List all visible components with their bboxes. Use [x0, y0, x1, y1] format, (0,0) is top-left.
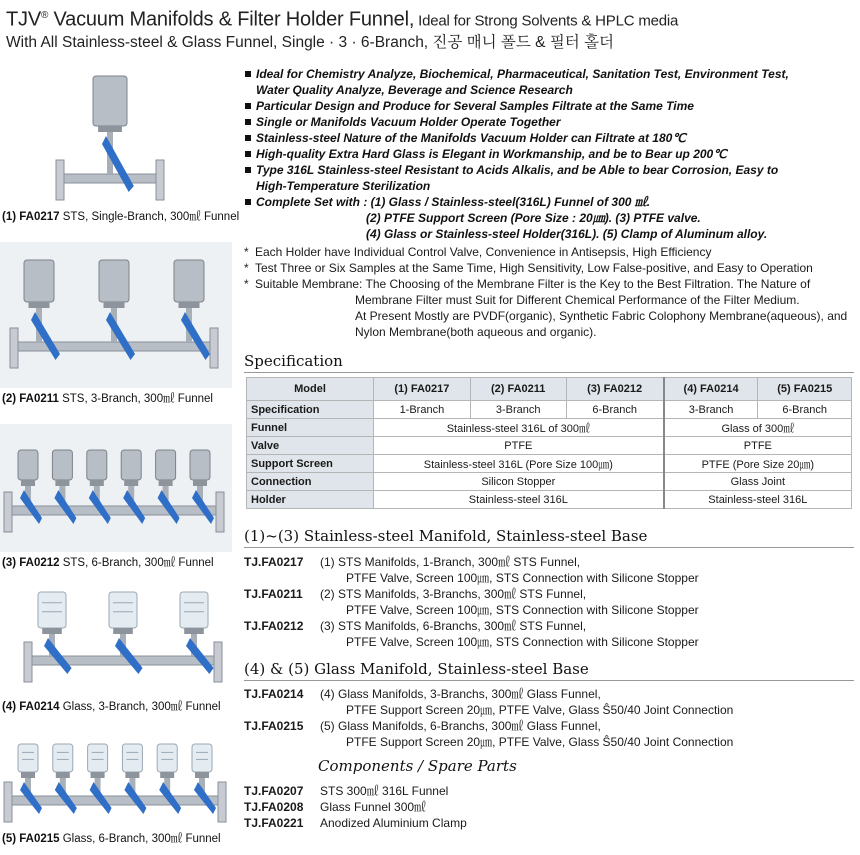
feature-list: [244, 66, 844, 242]
funnel-base: [159, 480, 173, 486]
divider: [244, 372, 854, 373]
table-row: [247, 473, 852, 491]
product-image-fa0212: [0, 424, 232, 552]
funnel-base: [179, 302, 200, 308]
note-item: * Test Three or Six Samples at the Same Time, High Sensitivity, Low False-positive, and Easy to Operation: [244, 260, 854, 276]
table-cell: PTFE: [664, 437, 852, 455]
funnel-base: [195, 772, 209, 778]
table-row: [247, 401, 852, 419]
valve-handle: [106, 312, 135, 360]
divider: [244, 680, 854, 681]
manifold-leg: [218, 782, 226, 822]
manifold-leg: [156, 160, 164, 200]
feature-item: High-quality Extra Hard Glass is Elegant in Workmanship, and be to Bear up 200℃: [244, 146, 844, 162]
funnel-base: [160, 772, 174, 778]
manifold-leg: [24, 642, 32, 682]
order-code: TJ.FA0212: [244, 619, 304, 633]
order-desc: (3) STS Manifolds, 6-Branchs, 300㎖ STS Funnel,: [320, 619, 587, 633]
funnel-shape: [99, 260, 129, 302]
table-cell: PTFE: [374, 437, 664, 455]
page-subtitle: With All Stainless-steel & Glass Funnel, Single · 3 · 6-Branch, 진공 매니 폴드 & 필터 홀더: [6, 34, 615, 52]
manifold-leg: [4, 782, 12, 822]
row-header: Funnel: [247, 419, 374, 437]
funnel-base: [125, 772, 139, 778]
divider: [244, 547, 854, 548]
funnel-base: [104, 302, 125, 308]
feature-item-cont: High-Temperature Sterilization: [256, 179, 431, 193]
col-header: Model: [247, 378, 374, 401]
table-cell: 1-Branch: [374, 401, 471, 419]
table-row: [247, 455, 852, 473]
product-caption: (3) FA0212 STS, 6-Branch, 300㎖ Funnel: [2, 557, 214, 569]
funnel-shape: [157, 744, 177, 772]
sts-section-heading: (1)~(3) Stainless-steel Manifold, Stainless-steel Base: [244, 527, 648, 545]
feature-item-cont: (4) Glass or Stainless-steel Holder(316L). (5) Clamp of Aluminum alloy.: [366, 227, 768, 241]
product-fa0211: [0, 242, 232, 405]
table-cell: 6-Branch: [566, 401, 664, 419]
page-title: TJV® Vacuum Manifolds & Filter Holder Funnel, Ideal for Strong Solvents & HPLC media: [6, 8, 679, 31]
row-header: Specification: [247, 401, 374, 419]
col-header: (5) FA0215: [758, 378, 852, 401]
product-image-fa0217: [0, 54, 232, 206]
funnel-shape: [87, 450, 107, 480]
table-cell: Stainless-steel 316L: [374, 491, 664, 509]
funnel-base: [21, 772, 35, 778]
product-caption: (1) FA0217 STS, Single-Branch, 300㎖ Funnel: [2, 211, 240, 223]
feature-item: Stainless-steel Nature of the Manifolds Vacuum Holder can Filtrate at 180℃: [244, 130, 844, 146]
funnel-shape: [38, 592, 66, 628]
order-code: TJ.FA0211: [244, 587, 303, 601]
order-desc: PTFE Support Screen 20㎛, PTFE Valve, Glass Ŝ50/40 Joint Connection: [346, 735, 734, 749]
row-header: Valve: [247, 437, 374, 455]
funnel-shape: [156, 450, 176, 480]
funnel-shape: [174, 260, 204, 302]
product-fa0215: [0, 736, 232, 845]
funnel-shape: [192, 744, 212, 772]
order-code: TJ.FA0217: [244, 555, 304, 569]
table-cell: 3-Branch: [664, 401, 758, 419]
order-code: TJ.FA0215: [244, 719, 304, 733]
order-desc: (5) Glass Manifolds, 6-Branchs, 300㎖ Glass Funnel,: [320, 719, 601, 733]
manifold-leg: [210, 328, 218, 368]
parts-heading: Components / Spare Parts: [318, 757, 517, 775]
valve-handle: [102, 136, 134, 192]
valve-handle: [31, 312, 60, 360]
order-item: [244, 554, 699, 586]
table-row: [247, 437, 852, 455]
table-cell: PTFE (Pore Size 20㎛): [664, 455, 852, 473]
brand-name: TJV: [6, 8, 41, 31]
part-item: [244, 799, 426, 815]
funnel-base: [55, 480, 69, 486]
funnel-shape: [88, 744, 108, 772]
note-item-cont: At Present Mostly are PVDF(organic), Synthetic Fabric Colophony Membrane(aqueous), and: [355, 309, 848, 323]
order-desc: (4) Glass Manifolds, 3-Branchs, 300㎖ Glass Funnel,: [320, 687, 601, 701]
table-cell: Glass Joint: [664, 473, 852, 491]
product-caption: (4) FA0214 Glass, 3-Branch, 300㎖ Funnel: [2, 701, 221, 713]
part-code: TJ.FA0208: [244, 800, 304, 814]
part-code: TJ.FA0221: [244, 816, 304, 830]
part-desc: Anodized Aluminium Clamp: [320, 816, 467, 830]
feature-item: Complete Set with : (1) Glass / Stainless-steel(316L) Funnel of 300 ㎖.: [244, 194, 844, 210]
funnel-base: [21, 480, 35, 486]
row-header: Support Screen: [247, 455, 374, 473]
order-desc: PTFE Support Screen 20㎛, PTFE Valve, Glass Ŝ50/40 Joint Connection: [346, 703, 734, 717]
row-header: Connection: [247, 473, 374, 491]
funnel-shape: [109, 592, 137, 628]
note-item: * Each Holder have Individual Control Valve, Convenience in Antisepsis, High Efficiency: [244, 244, 854, 260]
col-header: (4) FA0214: [664, 378, 758, 401]
page-header: [6, 4, 856, 53]
funnel-base: [90, 480, 104, 486]
manifold-rail: [60, 174, 160, 183]
product-fa0214: [0, 584, 232, 713]
part-item: [244, 783, 448, 799]
funnel-shape: [52, 450, 72, 480]
funnel-shape: [190, 450, 210, 480]
col-header: (2) FA0211: [470, 378, 566, 401]
manifold-leg: [4, 492, 12, 532]
part-item: [244, 815, 467, 831]
product-image-fa0211: [0, 242, 232, 388]
product-image-fa0214: [0, 584, 232, 694]
funnel-base: [184, 628, 204, 634]
funnel-shape: [24, 260, 54, 302]
part-desc: Glass Funnel 300㎖: [320, 800, 427, 814]
glass-section-heading: (4) & (5) Glass Manifold, Stainless-steel Base: [244, 660, 589, 678]
feature-item-cont: Water Quality Analyze, Beverage and Science Research: [256, 83, 573, 97]
table-cell: Stainless-steel 316L of 300㎖: [374, 419, 664, 437]
funnel-base: [29, 302, 50, 308]
funnel-base: [124, 480, 138, 486]
funnel-shape: [121, 450, 141, 480]
order-code: TJ.FA0214: [244, 687, 304, 701]
funnel-base: [193, 480, 207, 486]
manifold-rail: [8, 796, 222, 805]
note-item-cont: Membrane Filter must Suit for Different Chemical Performance of the Filter Medium.: [355, 293, 800, 307]
funnel-base: [42, 628, 62, 634]
table-header-row: [247, 378, 852, 401]
order-desc: PTFE Valve, Screen 100㎛, STS Connection with Silicone Stopper: [346, 603, 699, 617]
manifold-rail: [8, 506, 220, 515]
spec-heading: Specification: [244, 352, 343, 370]
col-header: (1) FA0217: [374, 378, 471, 401]
feature-item: Ideal for Chemistry Analyze, Biochemical, Pharmaceutical, Sanitation Test, Environment Test,: [244, 66, 844, 82]
table-cell: Stainless-steel 316L: [664, 491, 852, 509]
table-cell: 6-Branch: [758, 401, 852, 419]
order-desc: PTFE Valve, Screen 100㎛, STS Connection with Silicone Stopper: [346, 571, 699, 585]
funnel-shape: [18, 450, 38, 480]
funnel-shape: [53, 744, 73, 772]
table-cell: Silicon Stopper: [374, 473, 664, 491]
funnel-base: [91, 772, 105, 778]
table-row: [247, 491, 852, 509]
product-caption: (2) FA0211 STS, 3-Branch, 300㎖ Funnel: [2, 393, 213, 405]
note-item: * Suitable Membrane: The Choosing of the Membrane Filter is the Key to the Best Filtration. The Nature of: [244, 276, 854, 292]
col-header: (3) FA0212: [566, 378, 664, 401]
funnel-base: [113, 628, 133, 634]
order-item: [244, 586, 699, 618]
table-cell: Stainless-steel 316L (Pore Size 100㎛): [374, 455, 664, 473]
order-desc: PTFE Valve, Screen 100㎛, STS Connection with Silicone Stopper: [346, 635, 699, 649]
order-desc: (1) STS Manifolds, 1-Branch, 300㎖ STS Funnel,: [320, 555, 581, 569]
manifold-leg: [10, 328, 18, 368]
table-row: [247, 419, 852, 437]
feature-item: Single or Manifolds Vacuum Holder Operate Together: [244, 114, 844, 130]
part-desc: STS 300㎖ 316L Funnel: [320, 784, 449, 798]
order-item: [244, 686, 733, 718]
manifold-leg: [56, 160, 64, 200]
valve-handle: [181, 312, 210, 360]
product-caption: (5) FA0215 Glass, 6-Branch, 300㎖ Funnel: [2, 833, 221, 845]
funnel-base: [56, 772, 70, 778]
table-cell: Glass of 300㎖: [664, 419, 852, 437]
funnel-shape: [180, 592, 208, 628]
notes-list: [244, 244, 854, 340]
funnel-base: [98, 126, 122, 132]
order-item: [244, 718, 733, 750]
funnel-shape: [18, 744, 38, 772]
feature-item: Particular Design and Produce for Several Samples Filtrate at the Same Time: [244, 98, 844, 114]
funnel-shape: [93, 76, 127, 126]
product-fa0217: [0, 54, 240, 223]
product-fa0212: [0, 424, 232, 569]
manifold-rail: [14, 342, 214, 351]
spec-table: [246, 377, 852, 509]
table-cell: 3-Branch: [470, 401, 566, 419]
product-image-fa0215: [0, 736, 232, 828]
order-desc: (2) STS Manifolds, 3-Branchs, 300㎖ STS Funnel,: [320, 587, 587, 601]
row-header: Holder: [247, 491, 374, 509]
manifold-leg: [216, 492, 224, 532]
manifold-leg: [214, 642, 222, 682]
order-item: [244, 618, 699, 650]
part-code: TJ.FA0207: [244, 784, 304, 798]
feature-item: Type 316L Stainless-steel Resistant to Acids Alkalis, and be Able to bear Corrosion, Easy to: [244, 162, 844, 178]
note-item-cont: Nylon Membrane(both aqueous and organic).: [355, 325, 597, 339]
funnel-shape: [122, 744, 142, 772]
feature-item-cont: (2) PTFE Support Screen (Pore Size : 20㎛). (3) PTFE valve.: [366, 211, 701, 225]
